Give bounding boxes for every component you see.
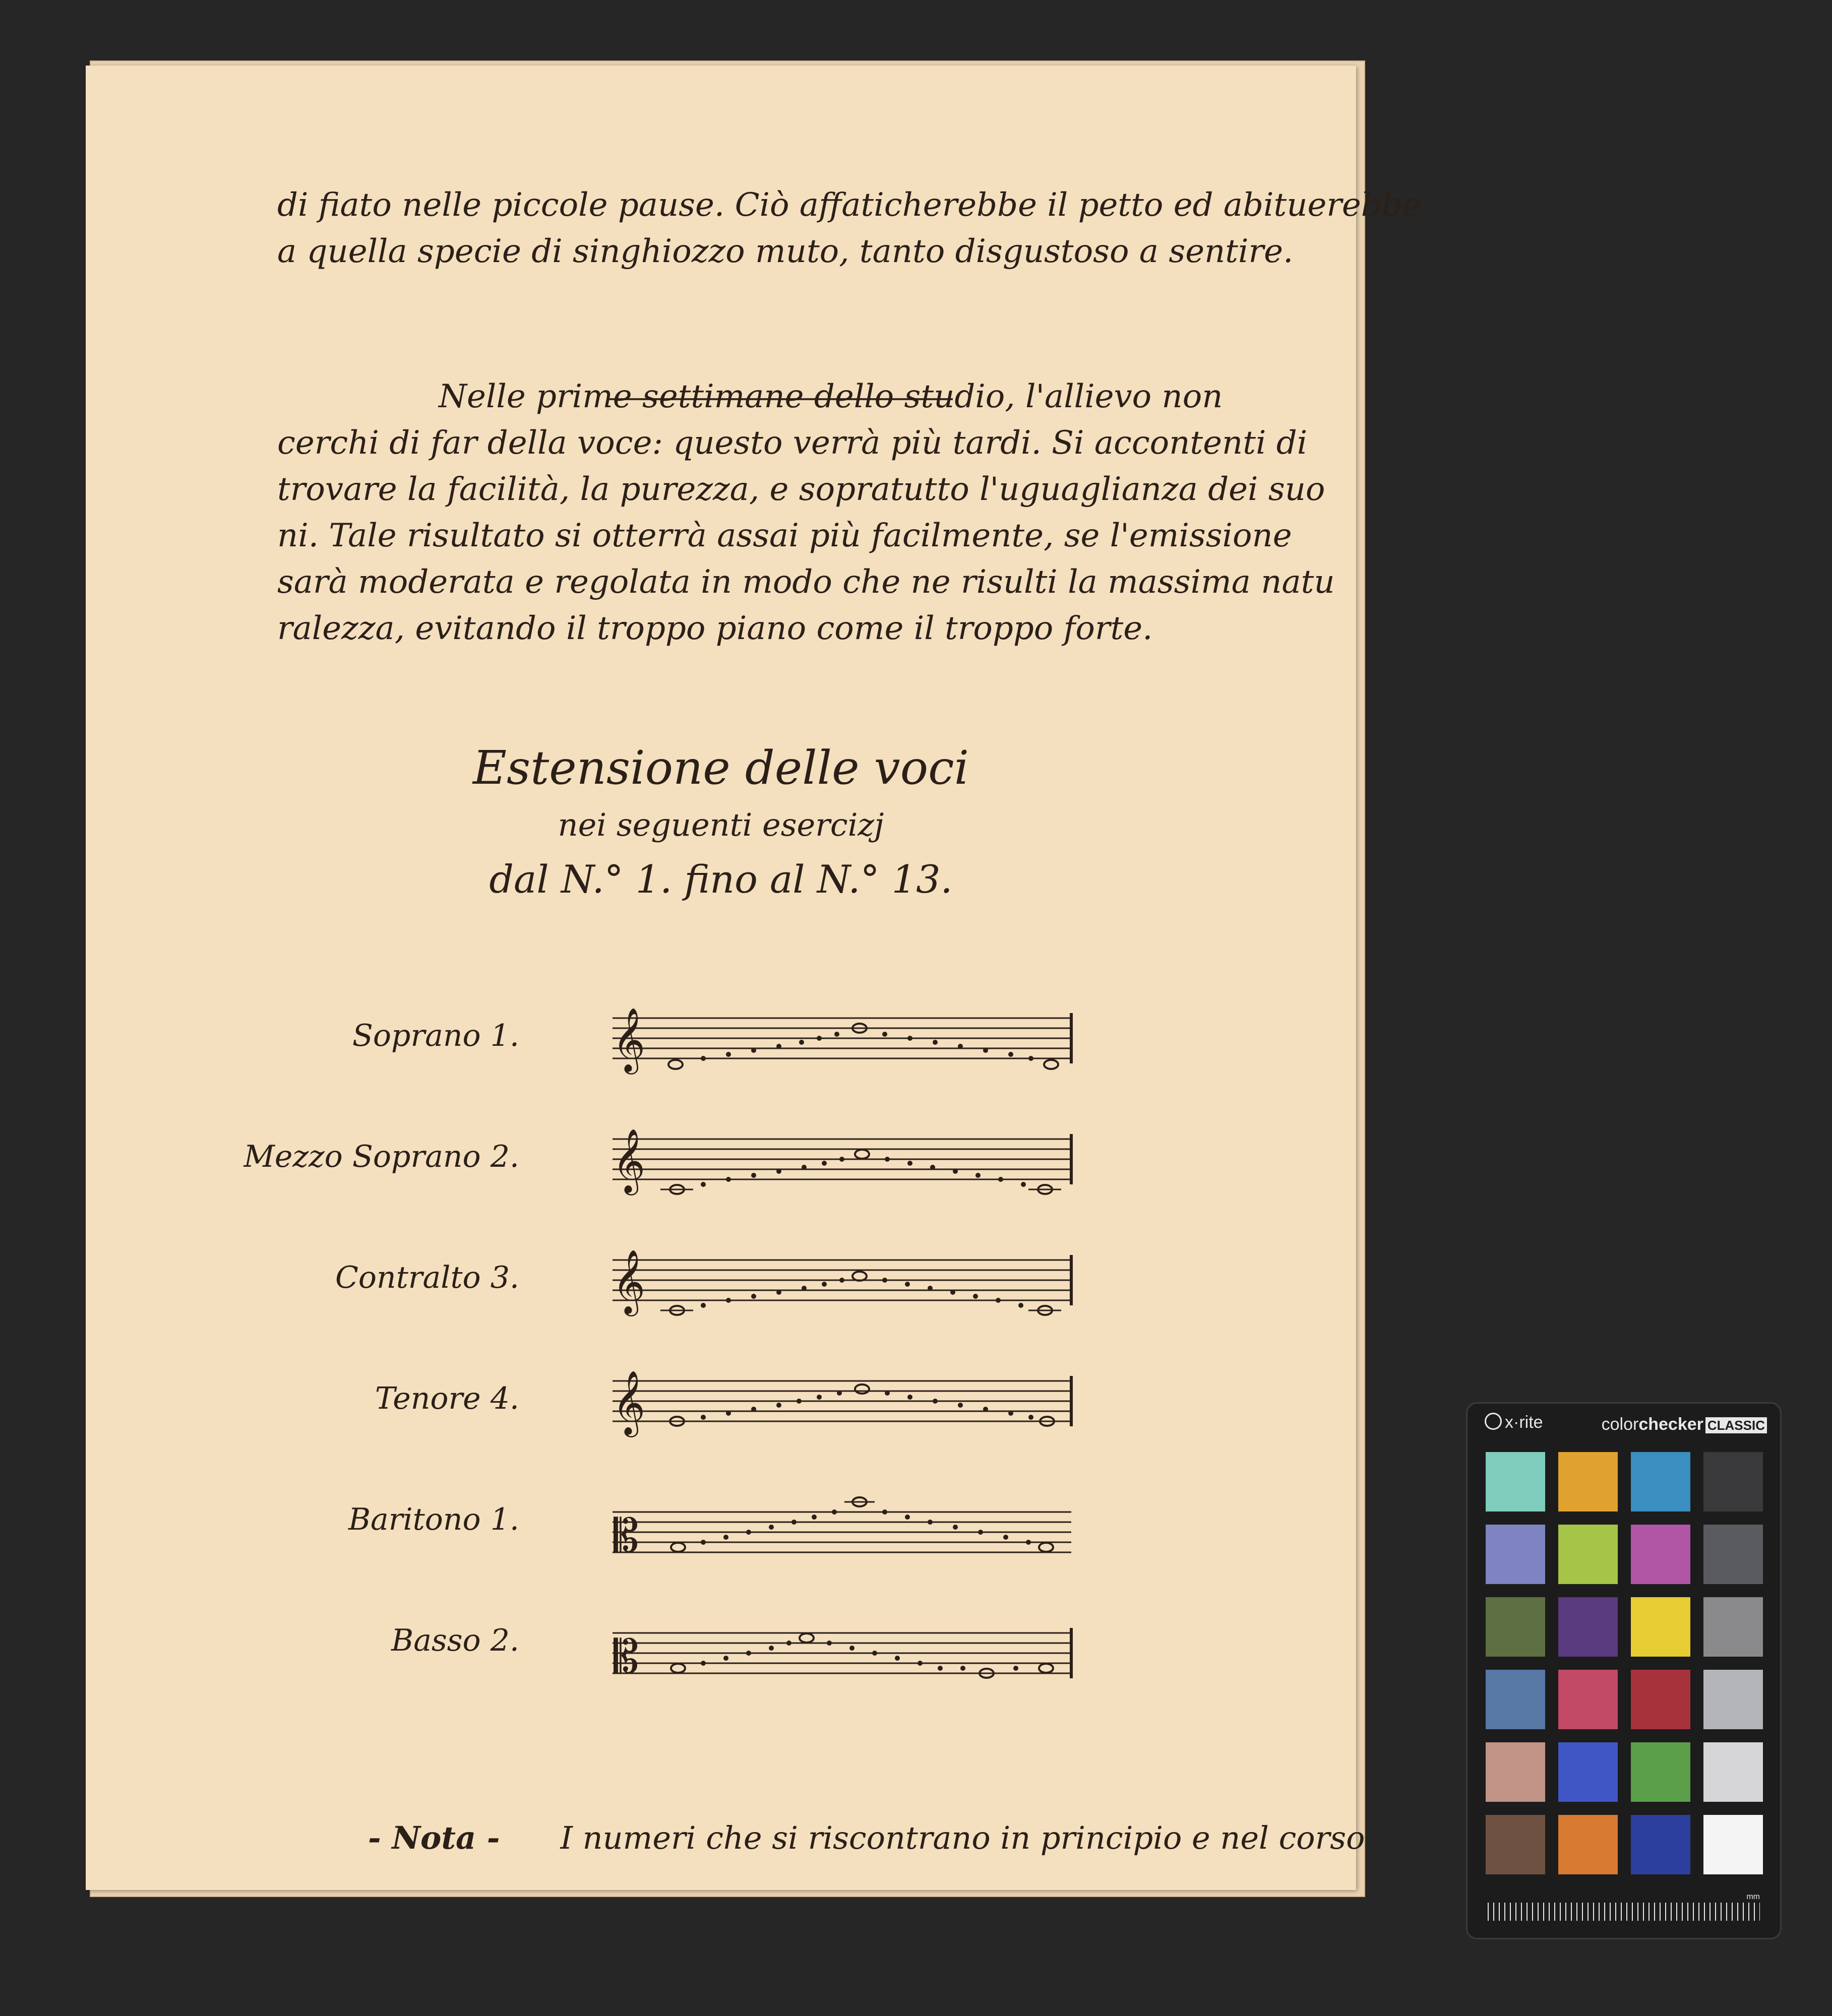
svg-text:𝄞: 𝄞	[613, 1250, 646, 1313]
paragraph-line-1: Nelle prime settimane dello studio, l'allievo non	[439, 378, 1223, 415]
color-patch	[1486, 1742, 1545, 1802]
color-patch	[1558, 1452, 1618, 1511]
manuscript-page	[86, 66, 1422, 1890]
product-name-light: color	[1601, 1415, 1639, 1434]
svg-text:𝄡: 𝄡	[614, 1509, 639, 1562]
color-patch	[1703, 1670, 1763, 1729]
color-patch	[1486, 1670, 1545, 1729]
paragraph-line-4: ni. Tale risultato si otterrà assai più facilmente, se l'emissione	[277, 517, 1292, 554]
color-patch	[1486, 1525, 1545, 1584]
staff-contralto	[613, 1250, 1086, 1331]
heading-range: dal N.° 1. fino al N.° 13.	[489, 857, 953, 902]
voice-label-mezzo-soprano: Mezzo Soprano 2.	[243, 1139, 519, 1174]
nota-text: I numeri che si riscontrano in principio e nel corso	[560, 1819, 1365, 1856]
svg-text:𝄞: 𝄞	[613, 1371, 646, 1434]
heading-title: Estensione delle voci	[472, 741, 969, 795]
svg-text:𝄡: 𝄡	[614, 1630, 639, 1683]
paragraph-line-2: cerchi di far della voce: questo verrà più tardi. Si accontenti di	[277, 424, 1308, 462]
color-patch	[1631, 1815, 1690, 1874]
color-patch	[1558, 1742, 1618, 1802]
color-patch	[1558, 1670, 1618, 1729]
color-patch	[1703, 1597, 1763, 1657]
color-patch	[1703, 1815, 1763, 1874]
color-patch	[1486, 1452, 1545, 1511]
voice-label-basso: Basso 2.	[391, 1623, 519, 1658]
color-patch	[1558, 1597, 1618, 1657]
xrite-logo-icon	[1485, 1413, 1502, 1430]
paragraph-line-3: trovare la facilità, la purezza, e sopratutto l'uguaglianza dei suo	[277, 471, 1325, 508]
color-patch	[1558, 1525, 1618, 1584]
text-line-1: di fiato nelle piccole pause. Ciò affaticherebbe il petto ed abituerebbe	[277, 186, 1422, 224]
product-name-bold: checker	[1638, 1415, 1703, 1434]
color-patch	[1631, 1597, 1690, 1657]
color-patch	[1631, 1742, 1690, 1802]
nota-line	[368, 1819, 1365, 1856]
product-name	[1602, 1415, 1767, 1434]
voice-label-contralto: Contralto 3.	[335, 1260, 519, 1295]
mm-ruler	[1488, 1903, 1760, 1921]
staff-basso	[613, 1613, 1086, 1683]
svg-text:𝄞: 𝄞	[613, 1129, 646, 1192]
staff-soprano	[613, 1008, 1086, 1079]
heading-subtitle: nei seguenti esercizj	[558, 806, 884, 843]
brand-logo	[1485, 1413, 1543, 1432]
color-patch	[1486, 1597, 1545, 1657]
staff-mezzo-soprano	[613, 1129, 1086, 1210]
product-tag: CLASSIC	[1705, 1417, 1767, 1433]
color-patch	[1631, 1452, 1690, 1511]
color-checker-card	[1466, 1402, 1782, 1939]
text-line-2: a quella specie di singhiozzo muto, tanto disgustoso a sentire.	[277, 233, 1294, 270]
color-patch	[1558, 1815, 1618, 1874]
color-patch	[1703, 1452, 1763, 1511]
color-patch-grid	[1486, 1452, 1763, 1874]
ruler-unit: mm	[1746, 1893, 1760, 1901]
staff-baritono	[613, 1492, 1086, 1562]
voice-label-baritono: Baritono 1.	[348, 1502, 519, 1537]
voice-label-soprano: Soprano 1.	[352, 1018, 519, 1053]
color-patch	[1703, 1742, 1763, 1802]
color-patch	[1631, 1525, 1690, 1584]
voice-label-tenore: Tenore 4.	[375, 1381, 519, 1416]
staff-tenore	[613, 1371, 1086, 1441]
color-patch	[1703, 1525, 1763, 1584]
color-patch	[1486, 1815, 1545, 1874]
svg-text:𝄞: 𝄞	[613, 1008, 646, 1072]
color-patch	[1631, 1670, 1690, 1729]
nota-label: - Nota -	[368, 1819, 500, 1856]
paragraph-line-6: ralezza, evitando il troppo piano come il troppo forte.	[277, 610, 1153, 647]
brand-text: x·rite	[1505, 1413, 1543, 1432]
paragraph-line-5: sarà moderata e regolata in modo che ne risulti la massima natu	[277, 563, 1335, 601]
